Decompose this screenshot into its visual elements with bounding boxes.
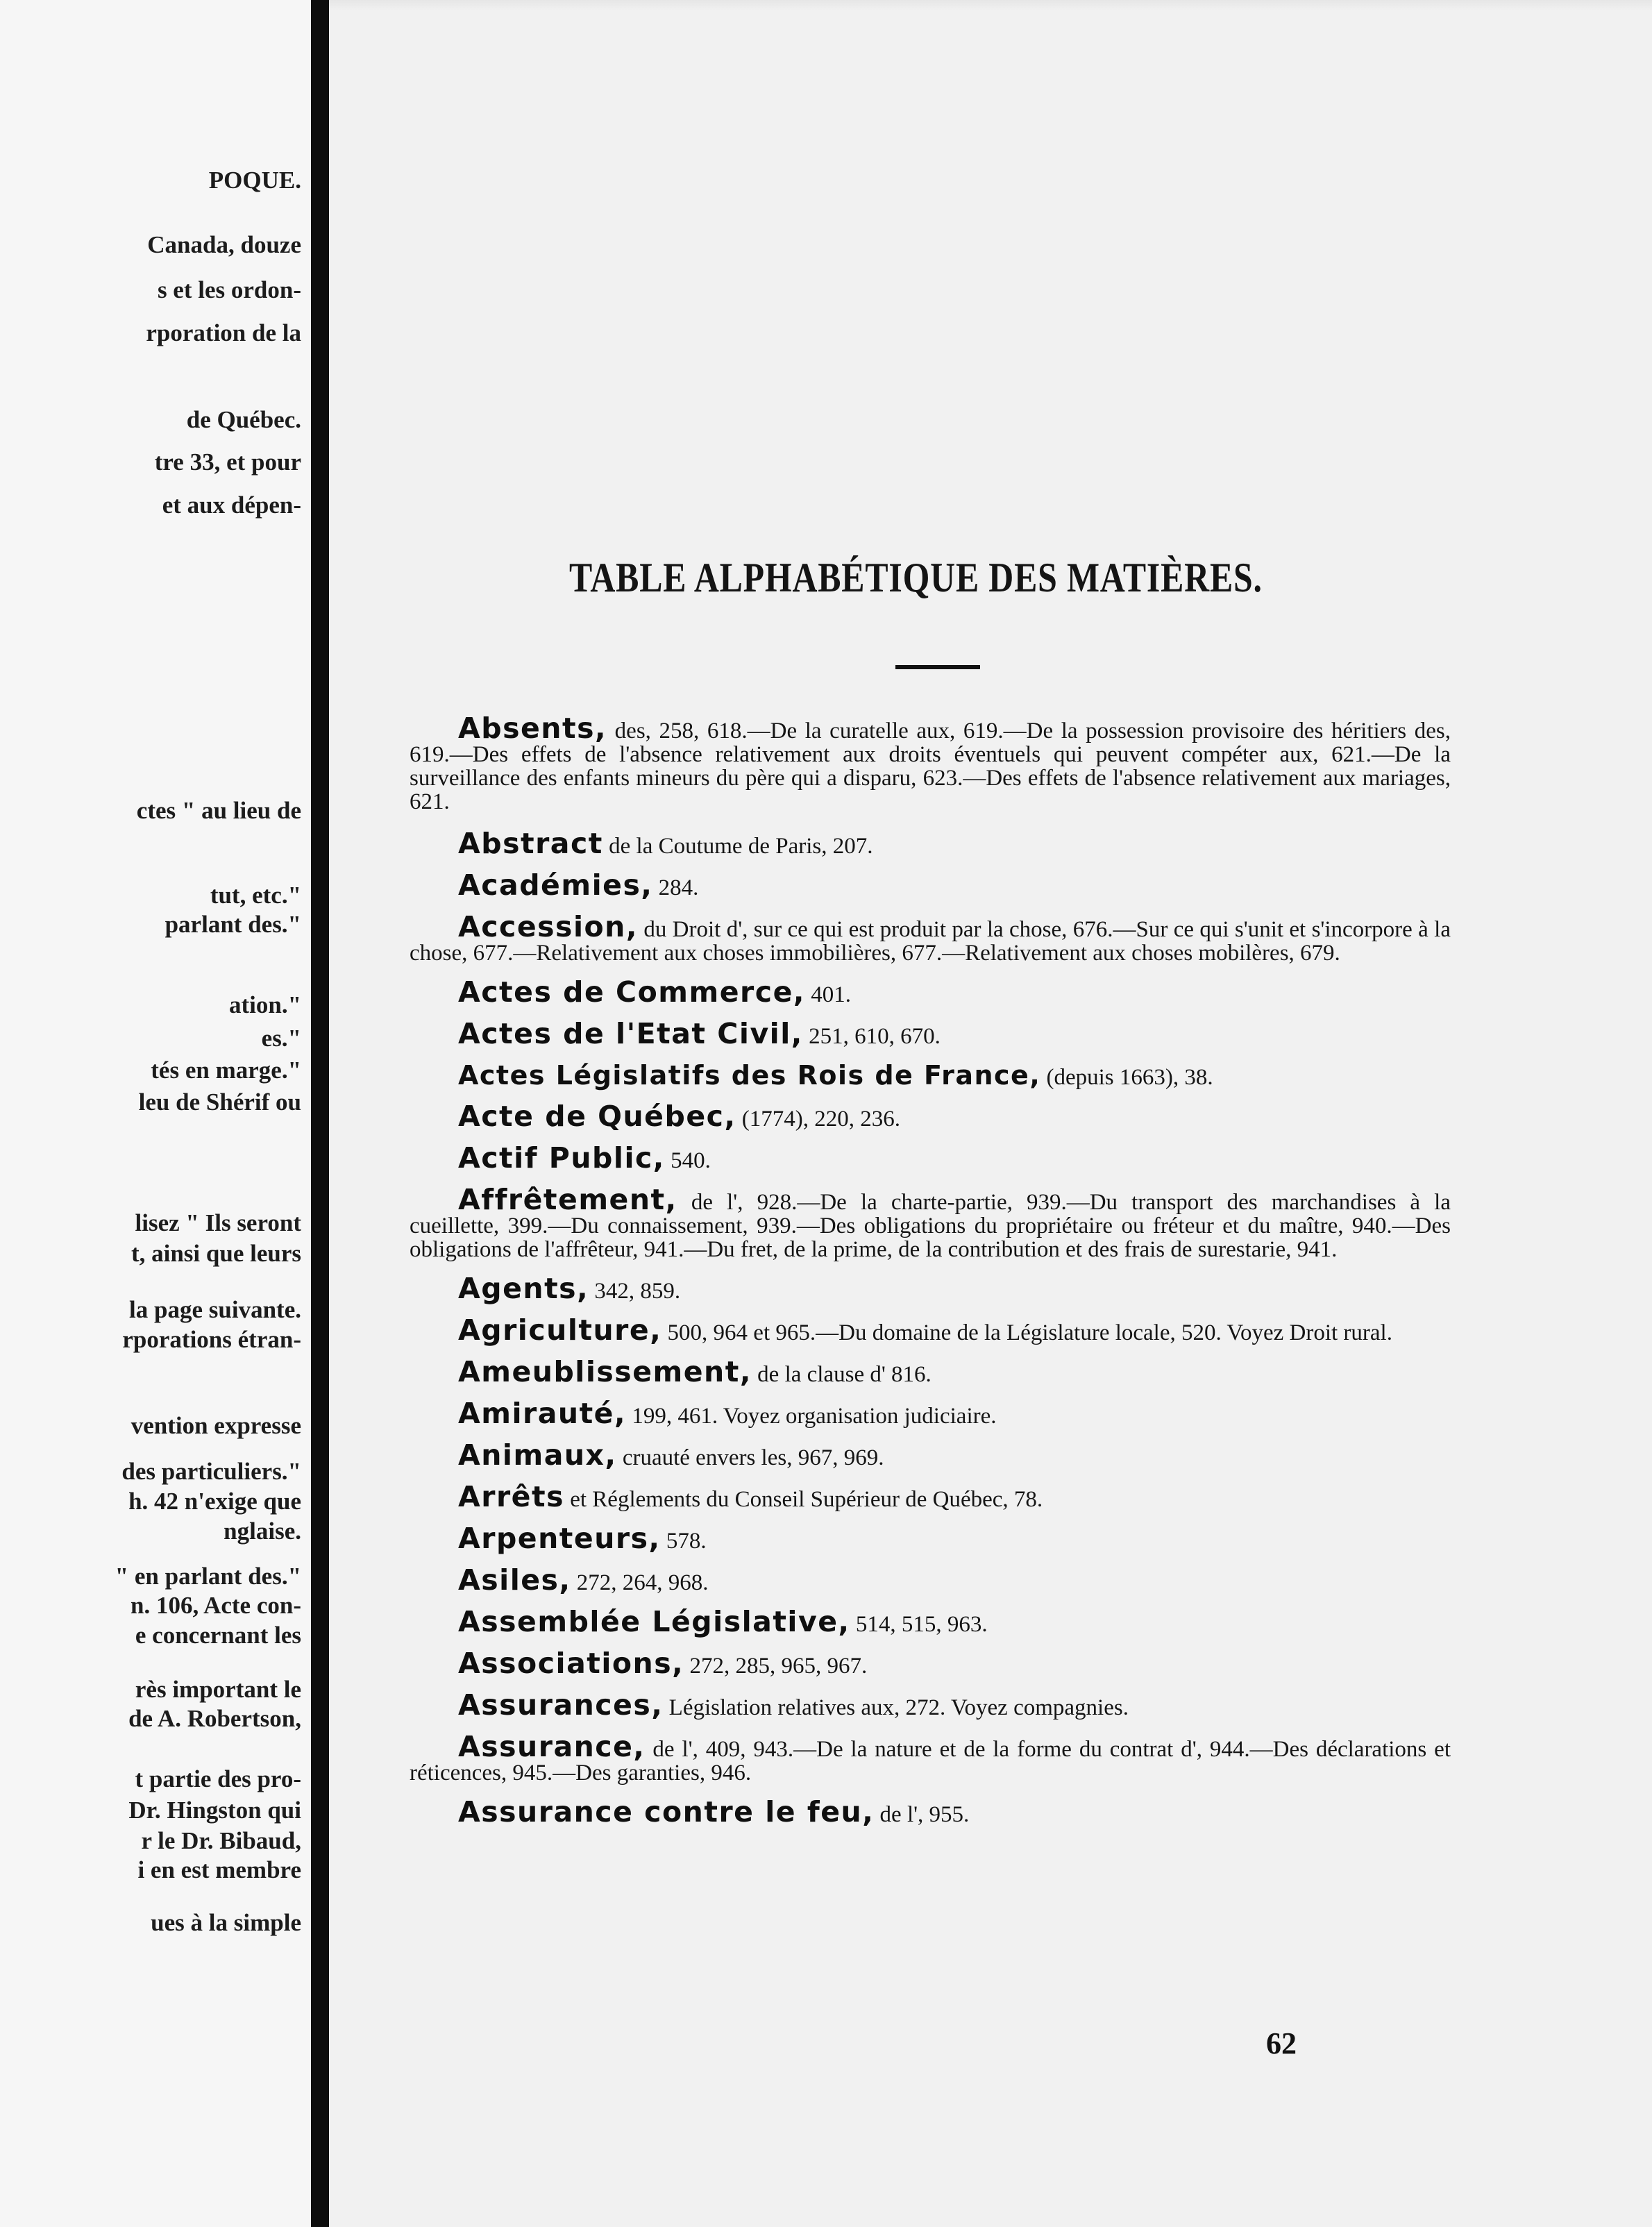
entry-headword: Arpenteurs, [458,1522,661,1555]
index-entry [410,1272,1451,1305]
index-entry [410,1795,1451,1829]
previous-page-line: tés en marge." [151,1057,301,1084]
index-entry [410,1480,1451,1513]
entry-text: 251, 610, 670. [802,1024,941,1049]
index-entry [410,712,1451,814]
entry-headword: Actes Législatifs des Rois de France, [458,1060,1041,1091]
entry-headword: Ameublissement, [458,1355,752,1388]
previous-page-line: parlant des." [165,911,301,938]
previous-page-line: vention expresse [130,1412,301,1439]
entry-text: 514, 515, 963. [850,1612,988,1637]
entry-text: cruauté envers les, 967, 969. [616,1445,884,1470]
entry-text: 284. [652,875,699,900]
entry-text: de l', 928.—De la charte-partie, 939.—Du transport des marchandises à la cueillette, 399.—Du connaissement, 939.—Des obligations du propriétaire ou fréteur et du maître, 940.—Des obligations de l'affrêteur, 941.—Du fret, de la prime, de la contribution et des frais de surestarie, 941. [410,1190,1451,1262]
entry-headword: Amirauté, [458,1397,627,1430]
previous-page-line: t, ainsi que leurs [130,1240,301,1267]
index-entry [410,1647,1451,1680]
entry-text: de l', 955. [874,1802,970,1827]
entry-headword: Accession, [458,910,638,943]
entry-text: 199, 461. Voyez organisation judiciaire. [626,1404,997,1429]
entry-text: 272, 285, 965, 967. [684,1654,868,1679]
index-entry [410,1397,1451,1430]
previous-page-line: la page suivante. [129,1296,301,1323]
previous-page-line: h. 42 n'exige que [128,1488,301,1515]
entry-text: des, 258, 618.—De la curatelle aux, 619.—De la possession provisoire des héritiers des, 619.—Des effets de l'absence relativement aux droits éventuels qui peuvent compéter aux, 621.—De la surveillance des enfants mineurs du père qui a disparu, 623.—Des effets de l'absence relativement aux mariages, 621. [410,718,1451,814]
previous-page-line: es." [261,1025,301,1052]
previous-page-line: s et les ordon- [157,276,301,303]
entry-headword: Associations, [458,1647,684,1680]
entry-headword: Asiles, [458,1563,571,1597]
index-entry [410,1141,1451,1175]
previous-page-line: ation." [228,991,301,1018]
entry-headword: Agents, [458,1272,589,1305]
entry-text: 500, 964 et 965.—Du domaine de la Législature locale, 520. Voyez Droit rural. [661,1320,1392,1345]
previous-page-line: n. 106, Acte con- [130,1592,301,1619]
index-entry [410,868,1451,902]
index-entry [410,1183,1451,1262]
index-entry [410,1730,1451,1785]
entry-text: 401. [804,982,851,1007]
entry-headword: Absents, [458,712,607,745]
entry-headword: Actif Public, [458,1141,665,1175]
index-entry [410,1522,1451,1555]
entry-text: 342, 859. [589,1279,681,1304]
entry-headword: Agriculture, [458,1313,662,1347]
previous-page-fragment [0,0,311,2227]
entry-headword: Actes de Commerce, [458,975,805,1009]
previous-page-line: tre 33, et pour [154,448,301,476]
entry-headword: Assurance, [458,1730,646,1763]
index-entry [410,1438,1451,1472]
previous-page-line: ues à la simple [151,1909,301,1936]
index-entries [410,712,1451,1842]
index-entry [410,1017,1451,1050]
previous-page-line: rporation de la [146,319,301,346]
entry-headword: Animaux, [458,1438,617,1472]
previous-page-line: leu de Shérif ou [138,1089,301,1116]
entry-text: Législation relatives aux, 272. Voyez compagnies. [663,1695,1129,1720]
entry-headword: Abstract [458,827,603,860]
previous-page-line: ctes " au lieu de [136,797,301,824]
entry-headword: Affrêtement, [458,1183,677,1216]
entry-headword: Acte de Québec, [458,1100,736,1133]
entry-text: du Droit d', sur ce qui est produit par la chose, 676.—Sur ce qui s'unit et s'incorpore à la chose, 677.—Relativement aux choses immobilières, 677.—Relativement aux choses mobilères, 679. [410,917,1451,966]
entry-text: et Réglements du Conseil Supérieur de Québec, 78. [564,1487,1043,1512]
index-entry [410,1100,1451,1133]
entry-headword: Arrêts [458,1480,564,1513]
previous-page-line: t partie des pro- [135,1765,301,1792]
previous-page-line: e concernant les [135,1622,301,1649]
index-entry [410,975,1451,1009]
previous-page-line: de A. Robertson, [128,1705,301,1732]
previous-page-line: lisez " Ils seront [135,1209,301,1236]
entry-text: (depuis 1663), 38. [1040,1065,1213,1090]
book-spine [311,0,329,2227]
page-top-edge [329,0,1652,11]
previous-page-line: et aux dépen- [162,491,301,519]
previous-page-line: de Québec. [186,406,301,433]
previous-page-line: tut, etc." [210,882,301,909]
previous-page-line: Canada, douze [147,231,301,258]
entry-text: 578. [660,1529,707,1554]
previous-page-line: Dr. Hingston qui [128,1797,301,1824]
index-entry [410,1060,1451,1091]
entry-headword: Actes de l'Etat Civil, [458,1017,803,1050]
index-entry [410,910,1451,966]
entry-text: (1774), 220, 236. [736,1107,901,1132]
entry-text: 540. [664,1148,711,1173]
previous-page-line: nglaise. [224,1518,301,1545]
index-entry [410,1688,1451,1722]
previous-page-line: des particuliers." [121,1458,301,1485]
entry-text: de l', 409, 943.—De la nature et de la forme du contrat d', 944.—Des déclarations et réticences, 945.—Des garanties, 946. [410,1737,1451,1785]
entry-text: de la Coutume de Paris, 207. [602,834,873,859]
index-entry [410,1313,1451,1347]
entry-headword: Académies, [458,868,653,902]
entry-headword: Assurance contre le feu, [458,1795,875,1829]
previous-page-line: " en parlant des." [115,1563,301,1590]
index-entry [410,1563,1451,1597]
previous-page-line: i en est membre [137,1856,301,1883]
previous-page-line: POQUE. [208,167,301,194]
entry-headword: Assemblée Législative, [458,1605,850,1638]
index-entry [410,1605,1451,1638]
previous-page-line: rès important le [135,1676,301,1703]
page-number: 62 [1266,2026,1297,2060]
index-entry [410,1355,1451,1388]
previous-page-line: rporations étran- [122,1326,301,1353]
index-entry [410,827,1451,860]
title-divider [895,665,980,669]
entry-text: 272, 264, 968. [571,1570,709,1595]
entry-text: de la clause d' 816. [751,1362,932,1387]
page-title: TABLE ALPHABÉTIQUE DES MATIÈRES. [569,555,1263,600]
previous-page-line: r le Dr. Bibaud, [141,1827,301,1854]
entry-headword: Assurances, [458,1688,664,1722]
